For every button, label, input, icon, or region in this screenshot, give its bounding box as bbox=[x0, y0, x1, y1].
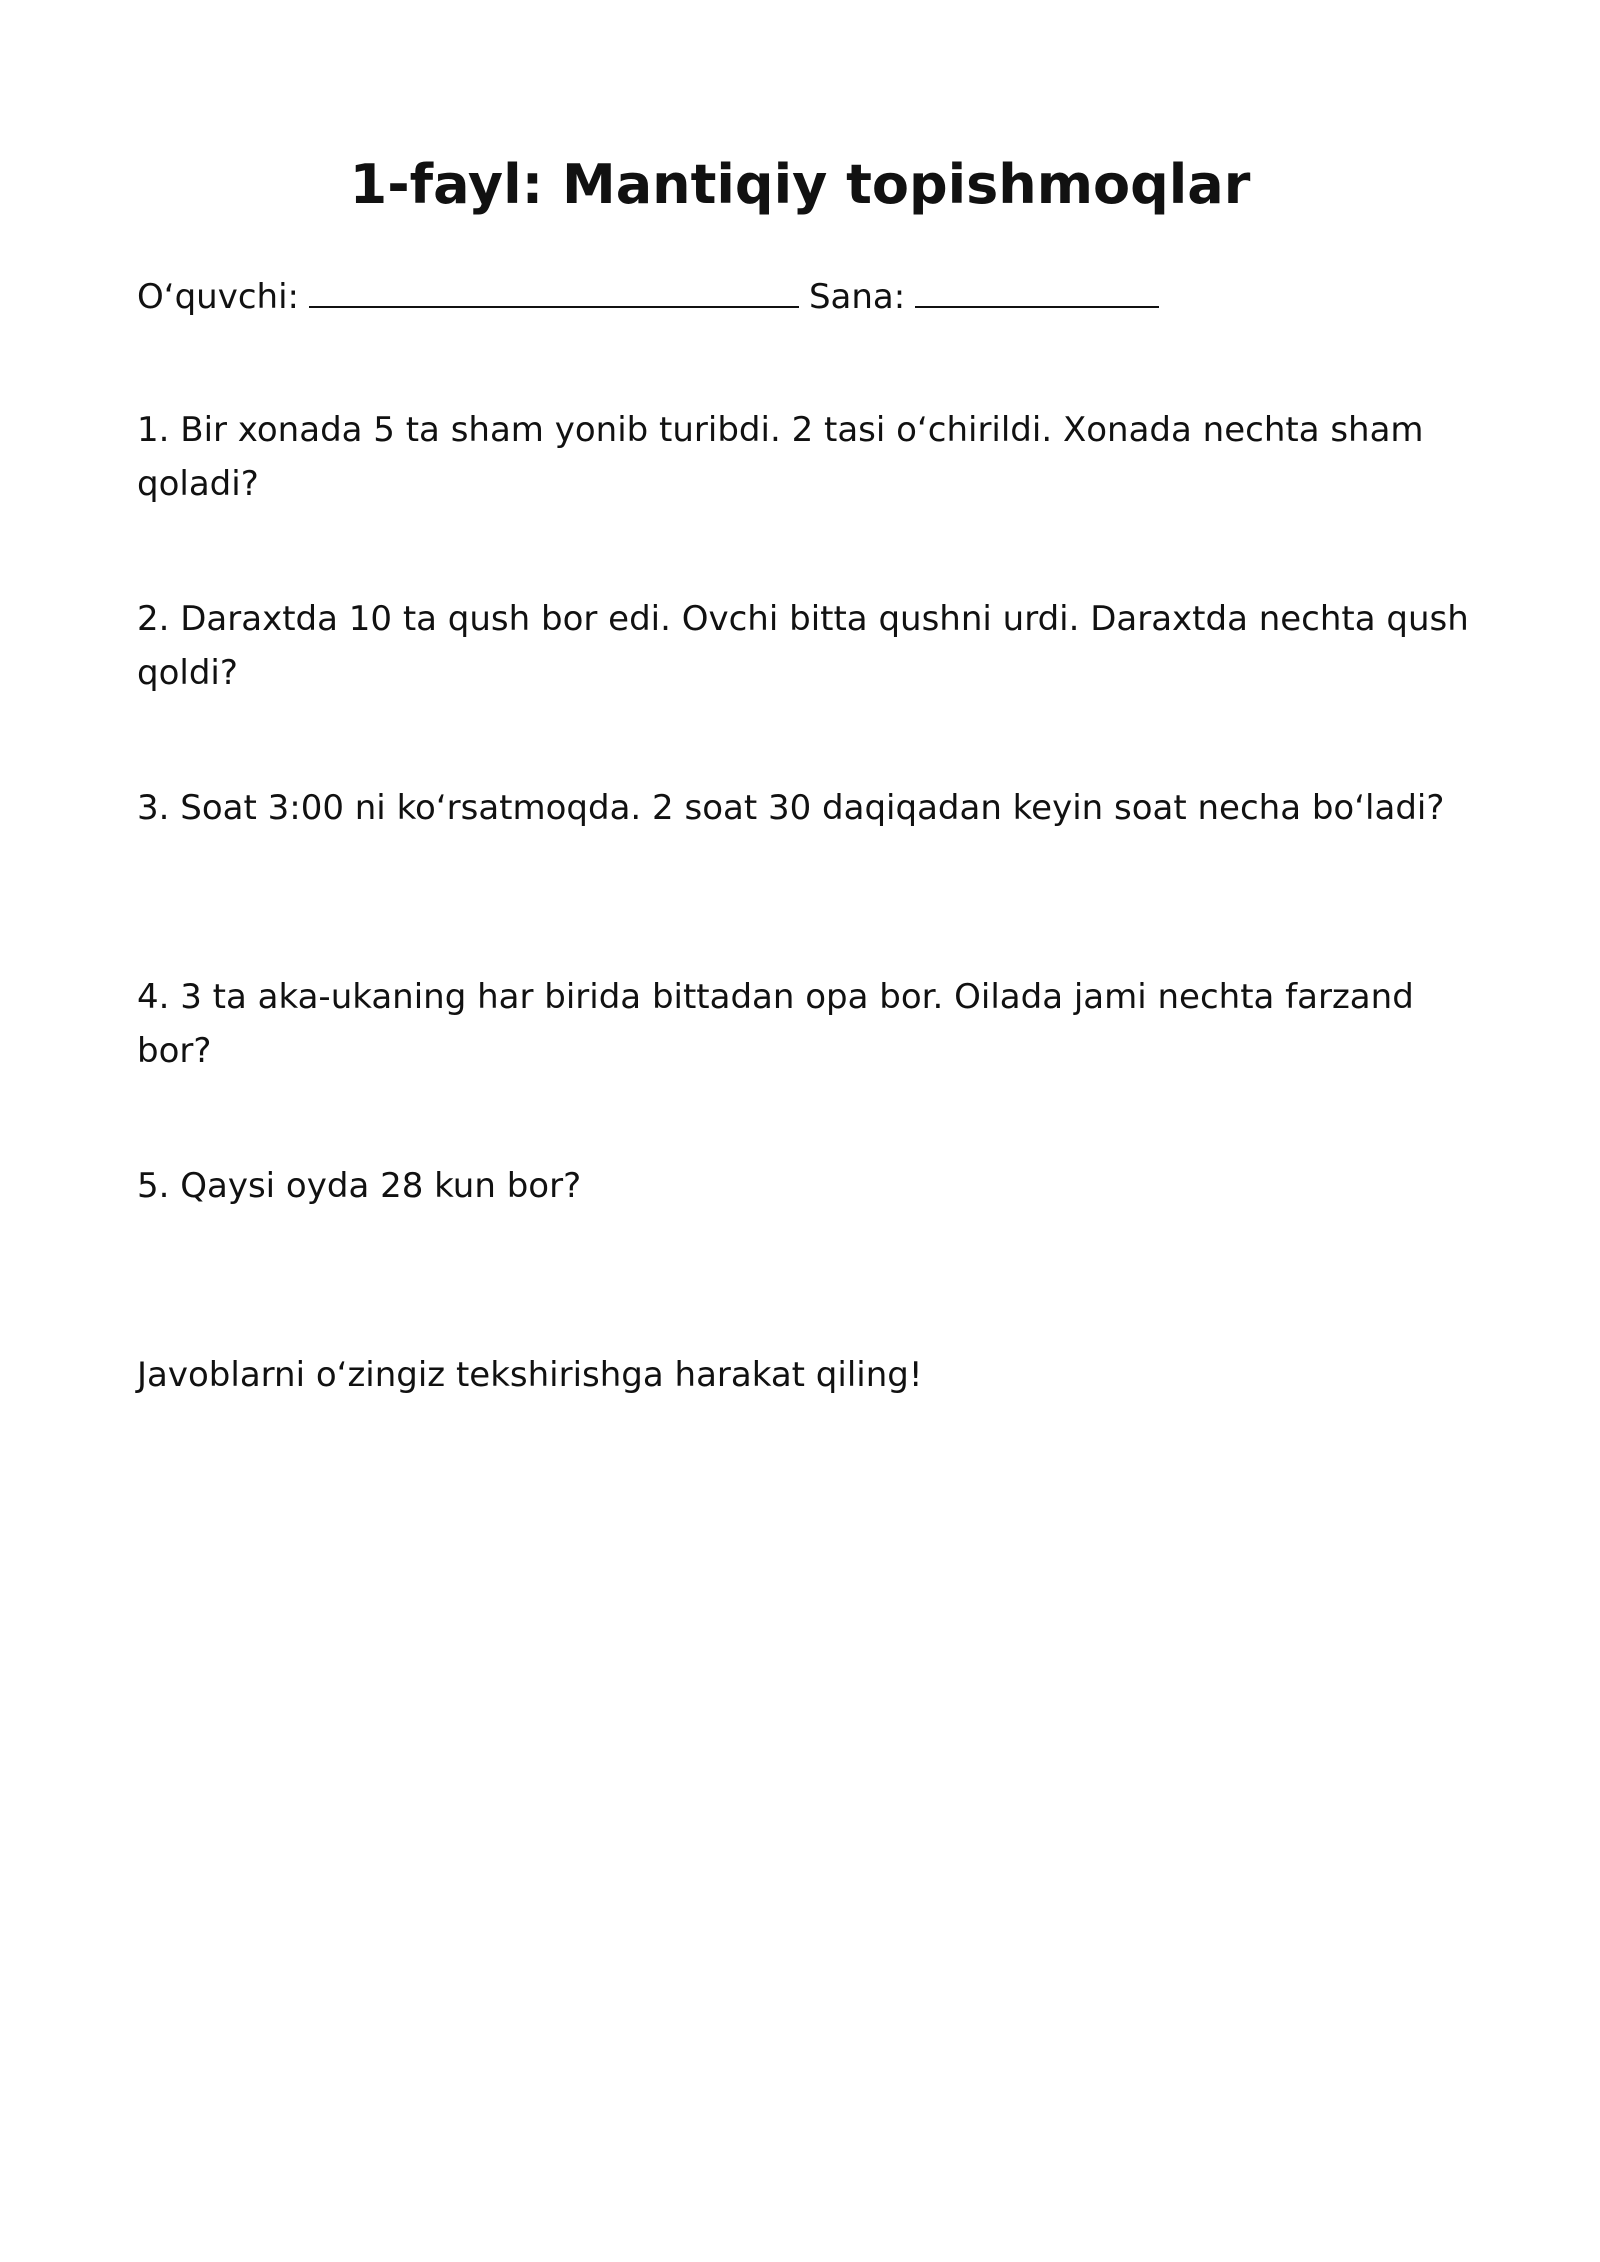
question-5: 5. Qaysi oyda 28 kun bor? bbox=[137, 1166, 582, 1206]
question-1: 1. Bir xonada 5 ta sham yonib turibdi. 2 tasi o‘chirildi. Xonada nechta sham qoladi? bbox=[137, 410, 1424, 504]
footer-note: Javoblarni o‘zingiz tekshirishga harakat qiling! bbox=[137, 1355, 923, 1395]
question-4: 4. 3 ta aka-ukaning har birida bittadan opa bor. Oilada jami nechta farzand bor? bbox=[137, 977, 1414, 1071]
date-blank bbox=[915, 268, 1159, 308]
question-2: 2. Daraxtda 10 ta qush bor edi. Ovchi bitta qushni urdi. Daraxtda nechta qush qoldi? bbox=[137, 599, 1469, 693]
page-title: 1-fayl: Mantiqiy topishmoqlar bbox=[349, 153, 1251, 216]
date-label: Sana: bbox=[808, 277, 906, 317]
student-label: O‘quvchi: bbox=[137, 277, 299, 317]
student-info-line bbox=[137, 268, 1159, 321]
question-3: 3. Soat 3:00 ni ko‘rsatmoqda. 2 soat 30 daqiqadan keyin soat necha bo‘ladi? bbox=[137, 788, 1445, 828]
student-name-blank bbox=[309, 268, 799, 308]
